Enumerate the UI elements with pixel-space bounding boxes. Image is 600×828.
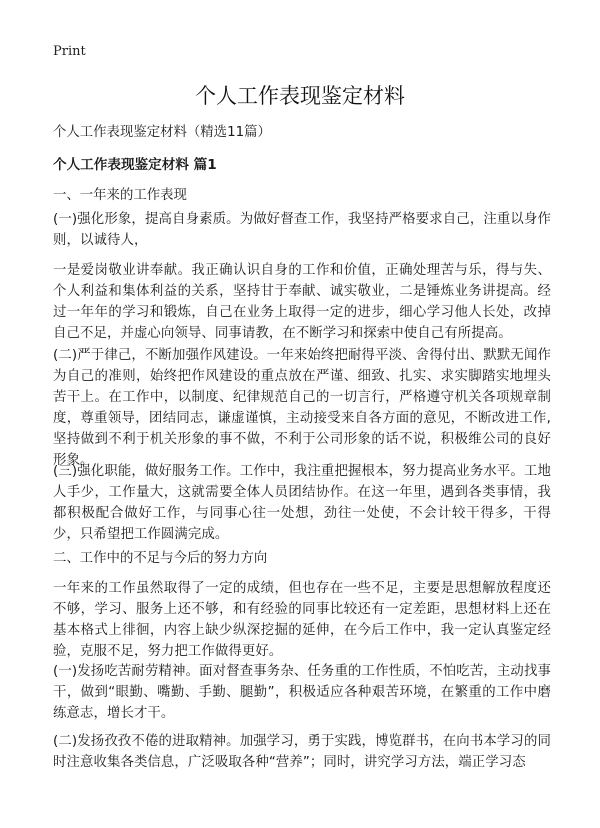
paragraph: (一)发扬吃苦耐劳精神。面对督查事务杂、任务重的工作性质，不怕吃苦，主动找事干，做到“眼勤、嘴勤、手勤、腿勤”，积极适应各种艰苦环境，在繁重的工作中磨练意志，增长才干。	[53, 664, 551, 721]
paragraph: 一是爱岗敬业讲奉献。我正确认识自身的工作和价值，正确处理苦与乐，得与失、个人利益和集体利益的关系，坚持甘于奉献、诚实敬业，二是锤炼业务讲提高。经过一年年的学习和锻炼，自己在业务上取得一定的进步，细心学习他人长处，改掉自己不足，并虚心向领导、同事请教，在不断学习和探索中使自己有所提高。	[53, 263, 551, 341]
paragraph: (二)严于律己，不断加强作风建设。一年来始终把耐得平淡、舍得付出、默默无闻作为自己的准则，始终把作风建设的重点放在严谨、细致、扎实、求实脚踏实地埋头苦干上。在工作中，以制度、纪律规范自己的一切言行，严格遵守机关各项规章制度，尊重领导，团结同志，谦虚谨慎，主动接受来自各方面的意见，不断改进工作,坚持做到不利于机关形象的事不做，不利于公司形象的话不说，积极维公司的良好形象。	[53, 348, 551, 468]
paragraph: (三)强化职能，做好服务工作。工作中，我注重把握根本，努力提高业务水平。工地人手少，工作量大，这就需要全体人员团结协作。在这一年里，遇到各类事情，我都积极配合做好工作，与同事心往一处想，劲往一处使，不会计较干得多，干得少，只希望把工作圆满完成。	[53, 464, 551, 542]
page-title: 个人工作表现鉴定材料	[195, 84, 405, 108]
section-heading-2: 二、工作中的不足与今后的努力方向	[53, 551, 268, 566]
paragraph: (二)发扬孜孜不倦的进取精神。加强学习，勇于实践，博览群书，在向书本学习的同时注意收集各类信息，广泛吸取各种“营养”；同时，讲究学习方法，端正学习态	[53, 734, 551, 770]
section-heading-1: 一、一年来的工作表现	[53, 188, 187, 203]
paragraph: 一年来的工作虽然取得了一定的成绩，但也存在一些不足，主要是思想解放程度还不够，学习、服务上还不够，和有经验的同事比较还有一定差距，思想材料上还在基本格式上徘徊，内容上缺少纵深挖掘的延伸，在今后工作中，我一定认真鉴定经验，克服不足，努力把工作做得更好。	[53, 581, 551, 659]
subtitle: 个人工作表现鉴定材料（精选11篇）	[53, 125, 271, 140]
paragraph: (一)强化形象，提高自身素质。为做好督查工作，我坚持严格要求自己，注重以身作则，以诚待人，	[53, 212, 551, 248]
print-link[interactable]: Print	[53, 44, 86, 59]
article-heading: 个人工作表现鉴定材料 篇1	[53, 157, 217, 173]
